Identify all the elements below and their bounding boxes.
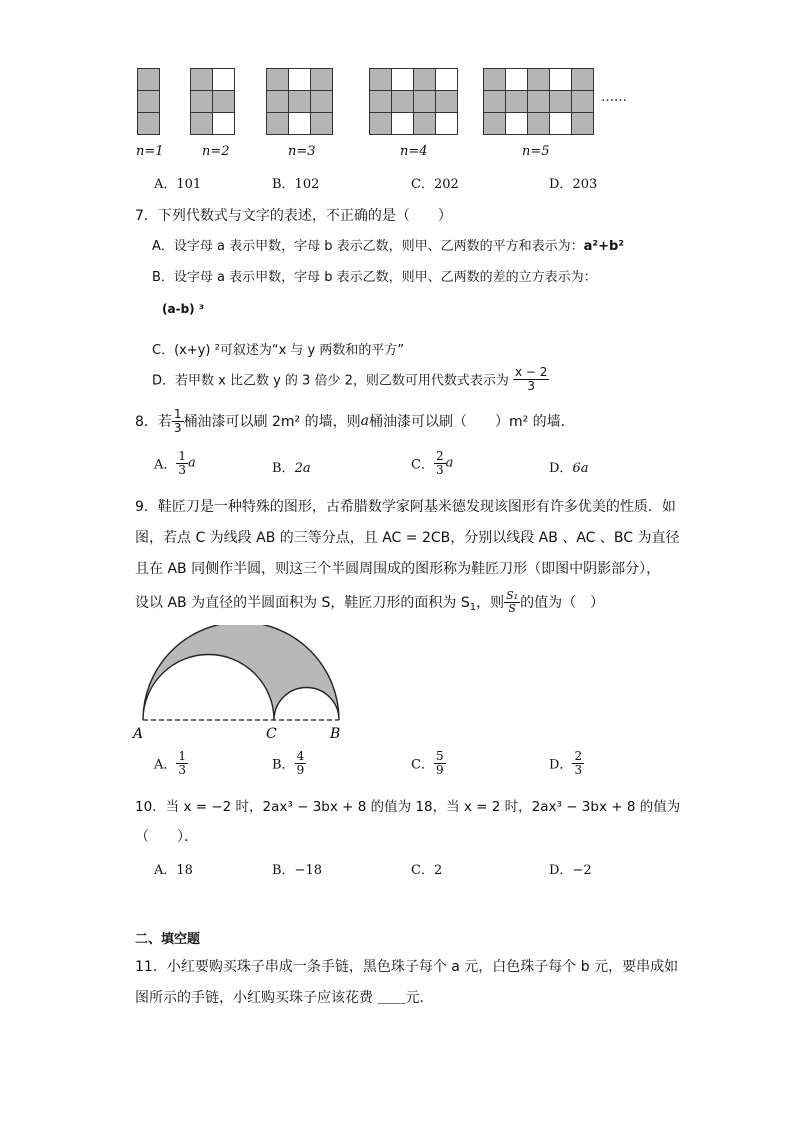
q7-option-a-expr: a²+b² [583,239,625,254]
q8-option-c: C． $\frac{2}{3}$ a [411,449,454,477]
pattern-n5 [483,68,594,135]
q9-option-d: D． $\frac{2}{3}$ [549,749,583,777]
arbelos-shaded-region [143,625,339,720]
q11-line-2: 图所示的手链，小红购买珠子应该花费 ＿＿元． [135,990,434,1006]
point-b-label: B [330,726,341,742]
q10-option-c: C．2 [411,863,443,878]
q7-option-d-fraction: $\frac{x - 2}{3}$ [515,365,548,393]
label-n1: n=1 [136,144,164,159]
q6-option-a: A．101 [154,177,202,192]
q10-line-1: 10．当 x = −2 时，2ax³ − 3bx + 8 的值为 18，当 x = 2 时，2ax³ − 3bx + 8 的值为 [135,799,681,815]
pattern-n4 [369,68,458,135]
pattern-n3 [266,68,333,135]
q7-option-b-expr: (a-b) ³ [162,302,205,316]
q7-option-d [152,366,549,392]
q6-option-b: B．102 [272,177,320,192]
q10-option-b: B．−18 [272,863,322,878]
q6-option-c: C．202 [411,177,459,192]
q7-option-b: B．设字母 a 表示甲数，字母 b 表示乙数，则甲、乙两数的差的立方表示为： [152,270,597,285]
q7-option-d-text: D．若甲数 x 比乙数 y 的 3 倍少 2，则乙数可用代数式表示为 [152,373,509,389]
q11-line-1: 11．小红要购买珠子串成一条手链，黑色珠子每个 a 元，白色珠子每个 b 元，要串成如 [135,959,679,975]
q8-option-d: D．6a [549,461,589,476]
label-n4: n=4 [400,144,428,159]
arbelos-figure [125,625,355,745]
section-heading-fill-in: 二、填空题 [135,932,201,947]
q9-line-3: 且在 AB 同侧作半圆，则这三个半圆周围成的图形称为鞋匠刀形（即图中阴影部分）， [135,561,661,577]
q8-option-b: B．2a [272,461,311,476]
q7-option-c: C．(x+y) ²可叙述为“x 与 y 两数和的平方” [152,343,405,358]
q9-ratio: $\frac{\text{S₁}}{S}$ [506,589,519,615]
point-a-label: A [133,726,144,742]
q9-line-2: 图，若点 C 为线段 AB 的三等分点，且 AC = 2CB，分别以线段 AB 、AC 、BC 为直径 [135,530,680,546]
q9-option-c: C． $\frac{5}{9}$ [411,749,444,777]
q10-option-d: D．−2 [549,863,592,878]
ellipsis: …… [601,90,627,105]
q10-line-2: （ ）． [135,829,198,845]
point-c-label: C [266,726,277,742]
q8-fraction: $\frac{1}{3}$ [173,407,182,435]
label-n5: n=5 [522,144,550,159]
q9-line-1: 9．鞋匠刀是一种特殊的图形，古希腊数学家阿基米德发现该图形有许多优美的性质．如 [135,499,676,515]
q8-stem: 8．若 $\frac{1}{3}$ 桶油漆可以刷 2m² 的墙，则a桶油漆可以刷（ ）m² 的墙． [135,407,575,435]
q9-option-b: B． $\frac{4}{9}$ [272,749,305,777]
label-n2: n=2 [202,144,230,159]
q9-line-4: 设以 AB 为直径的半圆面积为 S，鞋匠刀形的面积为 $S_1$，则 $\frac{\text{S₁}}{S}$ 的值为（ ） [135,589,605,615]
q10-option-a: A．18 [154,863,193,878]
pattern-n2 [190,68,235,135]
q7-stem: 7．下列代数式与文字的表述，不正确的是（ ） [135,208,452,224]
q6-option-d: D．203 [549,177,598,192]
label-n3: n=3 [288,144,316,159]
q9-option-a: A． $\frac{1}{3}$ [154,749,187,777]
pattern-n1 [137,68,160,135]
q7-option-a [152,235,624,254]
q7-option-a-text: A．设字母 a 表示甲数，字母 b 表示乙数，则甲、乙两数的平方和表示为： [152,239,584,254]
q8-option-a: A． $\frac{1}{3}$ a [154,449,196,477]
